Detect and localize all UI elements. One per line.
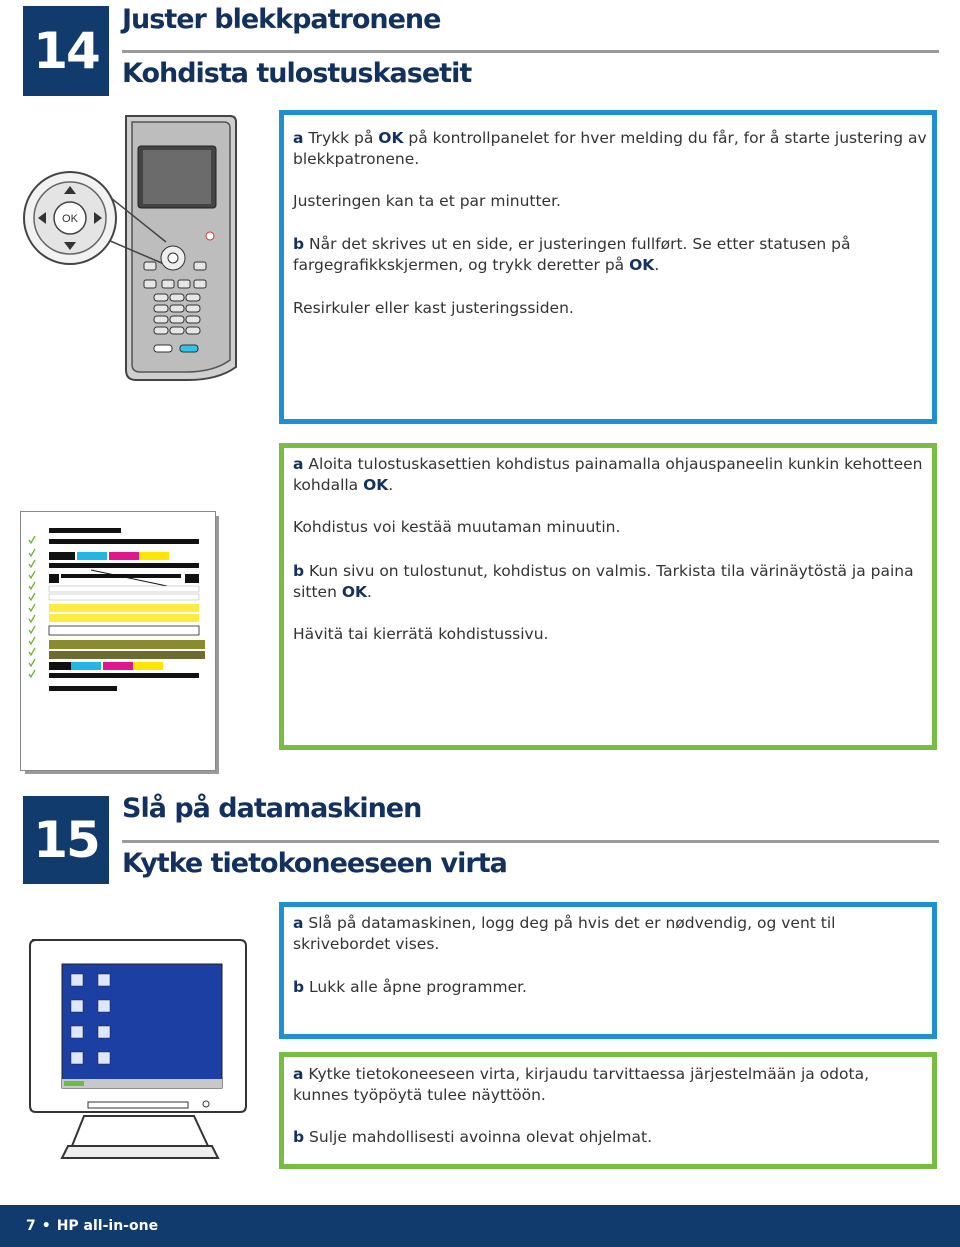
- step-letter-b: b: [293, 978, 305, 996]
- step-letter-a: a: [293, 129, 304, 147]
- step-14-number: 14: [23, 6, 109, 96]
- panel-ok-label: OK: [62, 213, 78, 225]
- step-14-no-note-2: Resirkuler eller kast justeringssiden.: [293, 299, 574, 317]
- control-panel-illustration: [18, 112, 288, 402]
- page-footer: [0, 1205, 960, 1247]
- step-letter-a: a: [293, 914, 304, 932]
- step-letter-b: b: [293, 562, 305, 580]
- ok-keyword: OK: [629, 256, 655, 274]
- step-15-divider: [122, 840, 939, 843]
- step-14-fi-note-2: Hävitä tai kierrätä kohdistussivu.: [293, 625, 549, 643]
- ok-keyword: OK: [341, 583, 368, 601]
- step-letter-b: b: [293, 1128, 305, 1146]
- step-14-divider: [122, 50, 939, 53]
- step-letter-a: a: [293, 1065, 304, 1083]
- page-number: 7: [26, 1218, 36, 1234]
- ok-keyword: OK: [363, 476, 389, 494]
- step-15-fi-b: b Sulje mahdollisesti avoinna olevat ohjelmat.: [293, 1128, 653, 1146]
- step-14-fi-a: a Aloita tulostuskasettien kohdistus painamalla ohjauspaneelin kunkin kehotteen kohdalla OK.: [293, 455, 923, 494]
- footer-bullet: •: [41, 1218, 51, 1234]
- step-14-no-note-1: Justeringen kan ta et par minutter.: [293, 192, 561, 210]
- step-14-no-a: a Trykk på OK på kontrollpanelet for hver melding du får, for å starte justering av blekkpatronene.: [293, 129, 927, 168]
- step-15-title-fi: Kytke tietokoneeseen virta: [122, 848, 507, 879]
- step-letter-a: a: [293, 455, 304, 473]
- step-15-no-a: a Slå på datamaskinen, logg deg på hvis det er nødvendig, og vent til skrivebordet vises.: [293, 914, 836, 953]
- step-15-number: 15: [23, 796, 109, 884]
- product-name: HP all-in-one: [56, 1218, 159, 1234]
- ok-keyword: OK: [378, 129, 404, 147]
- step-15-no-b: b Lukk alle åpne programmer.: [293, 978, 527, 996]
- step-14-fi-b: b Kun sivu on tulostunut, kohdistus on valmis. Tarkista tila värinäytöstä ja paina sitten OK.: [293, 562, 914, 601]
- step-14-title-no: Juster blekkpatronene: [122, 4, 441, 35]
- step-15-fi-a: a Kytke tietokoneeseen virta, kirjaudu tarvittaessa järjestelmään ja odota, kunnes työpöytä tulee näyttöön.: [293, 1065, 870, 1104]
- step-letter-b: b: [293, 235, 305, 253]
- step-14-title-fi: Kohdista tulostuskasetit: [122, 58, 472, 89]
- step-14-no-b: b Når det skrives ut en side, er justeringen fullført. Se etter statusen på fargegrafikkskjermen, og trykk deretter på OK.: [293, 235, 851, 274]
- step-14-fi-note-1: Kohdistus voi kestää muutaman minuutin.: [293, 518, 621, 536]
- alignment-page-illustration: [20, 511, 216, 771]
- step-15-title-no: Slå på datamaskinen: [122, 793, 422, 824]
- computer-monitor-illustration: [24, 934, 250, 1170]
